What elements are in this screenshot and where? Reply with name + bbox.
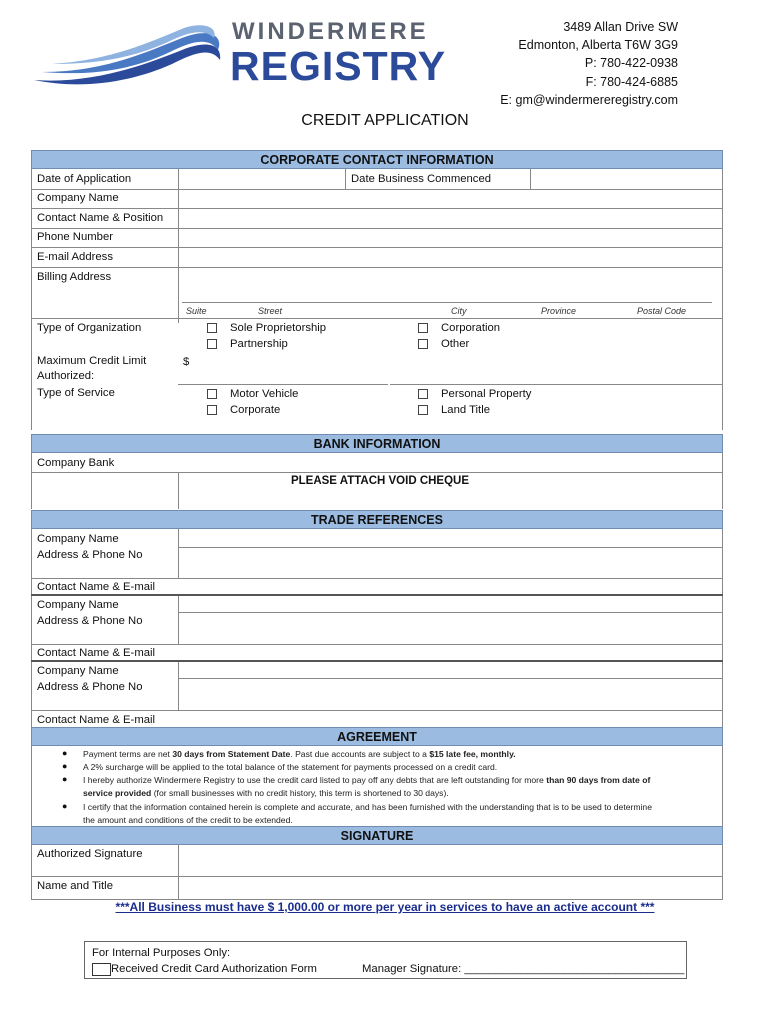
corporate-service-checkbox[interactable] bbox=[207, 405, 217, 415]
corporate-service-label: Corporate bbox=[230, 404, 281, 416]
bullet-icon: ● bbox=[62, 761, 68, 771]
city-caption: City bbox=[451, 306, 467, 316]
trade3-address-label: Address & Phone No bbox=[37, 681, 143, 693]
bullet-icon: ● bbox=[62, 774, 68, 784]
agreement-term-3: I hereby authorize Windermere Registry to use the credit card listed to pay off any debts that are left outstanding for more than 90 days from date of service provided (for small businesses with no credit history, this term is shortened to 30 days). bbox=[83, 775, 651, 798]
company-name-field[interactable] bbox=[180, 190, 720, 207]
trade2-address-label: Address & Phone No bbox=[37, 615, 143, 627]
address-line: 3489 Allan Drive SW bbox=[563, 20, 678, 34]
trade2-contact-label: Contact Name & E-mail bbox=[37, 647, 156, 659]
authorized-signature-label: Authorized Signature bbox=[37, 848, 143, 860]
postal-code-caption: Postal Code bbox=[637, 306, 687, 316]
partnership-label: Partnership bbox=[230, 338, 288, 350]
logo-top-text: WINDERMERE bbox=[232, 18, 429, 45]
trade3-company-field[interactable] bbox=[180, 663, 720, 677]
trade1-address-label: Address & Phone No bbox=[37, 549, 143, 561]
trade1-company-label: Company Name bbox=[37, 533, 119, 545]
company-bank-label: Company Bank bbox=[37, 457, 115, 469]
trade2-address-field[interactable] bbox=[180, 614, 720, 643]
trade3-contact-field[interactable] bbox=[180, 712, 720, 726]
service-type-label: Type of Service bbox=[37, 387, 115, 399]
phone-label: Phone Number bbox=[37, 231, 113, 243]
contact-name-label: Contact Name & Position bbox=[37, 212, 164, 224]
minimum-spend-notice: ***All Business must have $ 1,000.00 or more per year in services to have an active account *** bbox=[115, 900, 655, 914]
phone-field[interactable] bbox=[180, 229, 720, 246]
trade2-contact-field[interactable] bbox=[180, 646, 720, 659]
corporation-checkbox[interactable] bbox=[418, 323, 428, 333]
billing-address-label: Billing Address bbox=[37, 271, 112, 283]
date-business-commenced-field[interactable] bbox=[532, 171, 720, 188]
email-label: E-mail Address bbox=[37, 251, 113, 263]
street-caption: Street bbox=[258, 306, 283, 316]
trade-section-heading: TRADE REFERENCES bbox=[31, 510, 723, 529]
authorized-signature-field[interactable] bbox=[180, 847, 720, 875]
other-label: Other bbox=[441, 338, 470, 350]
max-credit-label: Maximum Credit Limit bbox=[37, 355, 147, 367]
province-caption: Province bbox=[541, 306, 577, 316]
corporate-section-heading: CORPORATE CONTACT INFORMATION bbox=[31, 150, 723, 169]
max-credit-field[interactable] bbox=[192, 352, 382, 382]
page-title: CREDIT APPLICATION bbox=[301, 112, 469, 129]
org-type-label: Type of Organization bbox=[37, 322, 142, 334]
land-title-checkbox[interactable] bbox=[418, 405, 428, 415]
name-title-label: Name and Title bbox=[37, 880, 113, 892]
max-credit-label-2: Authorized: bbox=[37, 370, 95, 382]
agreement-term-1: Payment terms are net 30 days from Statement Date. Past due accounts are subject to a $15 late fee, monthly. bbox=[83, 749, 516, 759]
corporation-label: Corporation bbox=[441, 322, 501, 334]
trade3-contact-label: Contact Name & E-mail bbox=[37, 714, 156, 726]
billing-address-field[interactable] bbox=[180, 269, 720, 301]
agreement-term-2: A 2% surcharge will be applied to the total balance of the statement for payments processed on a credit card. bbox=[83, 762, 498, 772]
company-bank-field[interactable] bbox=[33, 474, 176, 507]
signature-section-heading: SIGNATURE bbox=[31, 826, 723, 845]
manager-signature-line[interactable]: Manager Signature: ___________________________________ bbox=[362, 963, 685, 975]
trade1-address-field[interactable] bbox=[180, 549, 720, 577]
attach-cheque-note: PLEASE ATTACH VOID CHEQUE bbox=[290, 475, 470, 487]
dollar-sign: $ bbox=[183, 356, 190, 368]
logo-bottom-text: REGISTRY bbox=[230, 43, 447, 89]
address-line: Edmonton, Alberta T6W 3G9 bbox=[518, 38, 678, 53]
motor-vehicle-label: Motor Vehicle bbox=[230, 388, 299, 400]
trade2-company-label: Company Name bbox=[37, 599, 119, 611]
personal-property-label: Personal Property bbox=[441, 388, 532, 400]
personal-property-checkbox[interactable] bbox=[418, 389, 428, 399]
other-checkbox[interactable] bbox=[418, 339, 428, 349]
date-of-application-field[interactable] bbox=[180, 171, 344, 188]
sole-proprietorship-checkbox[interactable] bbox=[207, 323, 217, 333]
bullet-icon: ● bbox=[62, 748, 68, 758]
motor-vehicle-checkbox[interactable] bbox=[207, 389, 217, 399]
date-of-application-label: Date of Application bbox=[37, 173, 132, 185]
name-title-field[interactable] bbox=[180, 878, 720, 898]
trade3-address-field[interactable] bbox=[180, 680, 720, 709]
agreement-term-4: I certify that the information contained herein is complete and accurate, and has been furnished with the understanding that is to be used to determine the amount and conditions of the credit to be extended. bbox=[83, 802, 652, 825]
internal-title: For Internal Purposes Only: bbox=[92, 947, 231, 959]
trade2-company-field[interactable] bbox=[180, 597, 720, 611]
company-name-label: Company Name bbox=[37, 192, 119, 204]
trade1-contact-field[interactable] bbox=[180, 580, 720, 593]
received-form-label: Received Credit Card Authorization Form bbox=[111, 963, 317, 975]
address-line: E: gm@windermereregistry.com bbox=[500, 92, 678, 107]
suite-caption: Suite bbox=[186, 306, 207, 316]
bullet-icon: ● bbox=[62, 801, 68, 811]
internal-use-box bbox=[84, 941, 687, 979]
received-form-checkbox[interactable] bbox=[92, 963, 111, 976]
trade1-company-field[interactable] bbox=[180, 530, 720, 546]
agreement-section-heading: AGREEMENT bbox=[31, 727, 723, 746]
partnership-checkbox[interactable] bbox=[207, 339, 217, 349]
contact-name-field[interactable] bbox=[180, 210, 720, 227]
company-address bbox=[500, 18, 678, 109]
trade1-contact-label: Contact Name & E-mail bbox=[37, 581, 156, 593]
windermere-logo bbox=[32, 14, 447, 94]
bank-section-heading: BANK INFORMATION bbox=[31, 434, 723, 453]
date-business-commenced-label: Date Business Commenced bbox=[351, 173, 492, 185]
sole-proprietorship-label: Sole Proprietorship bbox=[230, 322, 327, 334]
email-field[interactable] bbox=[180, 249, 720, 266]
address-line: P: 780-422-0938 bbox=[584, 56, 678, 71]
address-line: F: 780-424-6885 bbox=[585, 74, 678, 89]
land-title-label: Land Title bbox=[441, 404, 490, 416]
trade3-company-label: Company Name bbox=[37, 665, 119, 677]
